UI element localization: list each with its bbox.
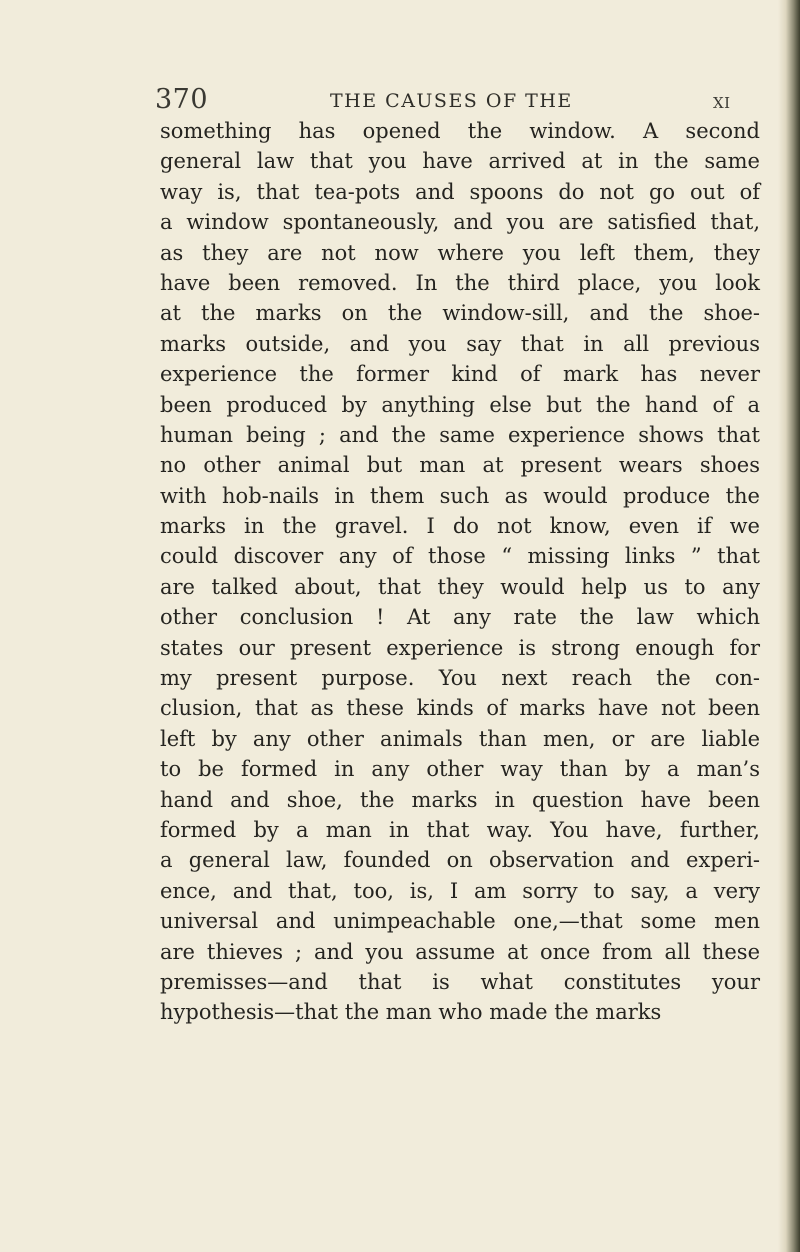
text-line: as they are not now where you left them, they: [160, 240, 760, 265]
text-line: to be formed in any other way than by a man’s: [160, 757, 760, 782]
text-line: other conclusion ! At any rate the law which: [160, 605, 760, 630]
text-line: human being ; and the same experience shows that: [160, 422, 760, 447]
text-line: way is, that tea-pots and spoons do not go out of: [160, 179, 760, 204]
body-text: [160, 116, 760, 1028]
text-line: marks in the gravel. I do not know, even if we: [160, 514, 760, 539]
chapter-number: XI: [713, 94, 731, 112]
text-line: premisses—and that is what constitutes your: [160, 969, 760, 994]
page-edge-shadow: [778, 0, 800, 1252]
text-line: are thieves ; and you assume at once from all these: [160, 939, 760, 964]
text-line: hypothesis—that the man who made the marks: [160, 1000, 662, 1025]
text-line: universal and unimpeachable one,—that some men: [160, 909, 760, 934]
running-head: [0, 0, 800, 120]
text-line: a window spontaneously, and you are satisfied that,: [160, 210, 760, 235]
text-line: been produced by anything else but the hand of a: [160, 392, 760, 417]
text-line: could discover any of those “ missing links ” that: [160, 544, 760, 569]
text-line: something has opened the window. A second: [160, 119, 760, 143]
page-number: 370: [155, 84, 209, 115]
text-line: are talked about, that they would help us to any: [160, 574, 760, 599]
running-title: THE CAUSES OF THE: [330, 90, 573, 112]
text-line: at the marks on the window-sill, and the shoe-: [160, 301, 760, 326]
text-line: formed by a man in that way. You have, further,: [160, 817, 760, 842]
text-line: marks outside, and you say that in all previous: [160, 331, 760, 356]
text-line: left by any other animals than men, or are liable: [160, 726, 760, 751]
text-line: with hob-nails in them such as would produce the: [160, 483, 760, 508]
text-line: my present purpose. You next reach the con-: [160, 666, 760, 691]
text-line: no other animal but man at present wears shoes: [160, 453, 760, 478]
text-line: general law that you have arrived at in the same: [160, 149, 760, 174]
text-line: hand and shoe, the marks in question have been: [160, 787, 760, 812]
text-line: clusion, that as these kinds of marks have not been: [160, 696, 760, 721]
text-line: a general law, founded on observation and experi-: [160, 848, 760, 873]
text-line: have been removed. In the third place, you look: [160, 270, 760, 295]
text-line: ence, and that, too, is, I am sorry to say, a very: [160, 878, 760, 903]
text-line: states our present experience is strong enough for: [160, 635, 760, 660]
text-line: experience the former kind of mark has never: [160, 362, 760, 387]
